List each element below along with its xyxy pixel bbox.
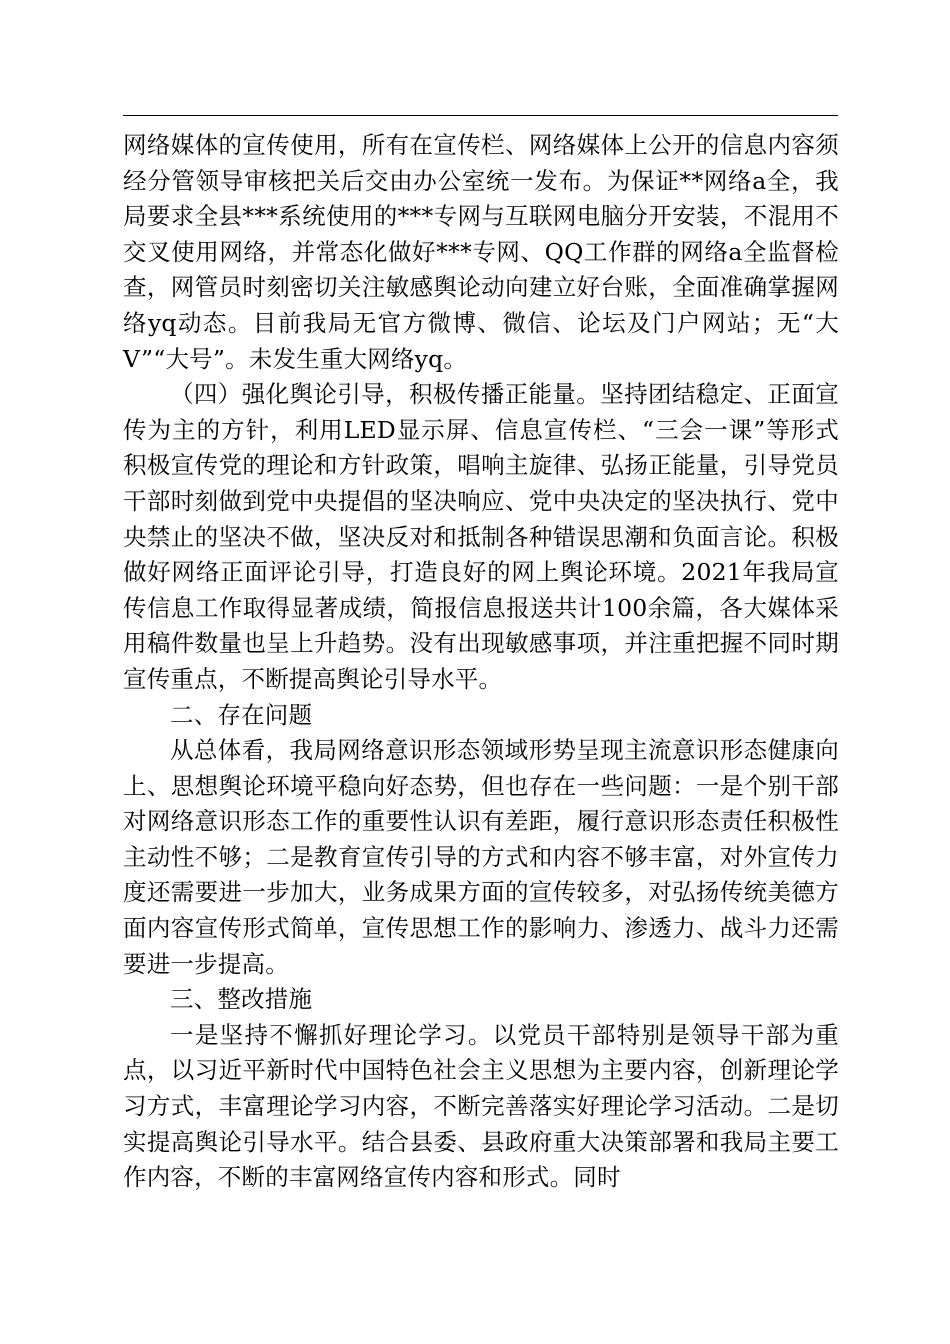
heading-existing-problems: 二、存在问题	[170, 700, 313, 729]
heading-rectification-measures: 三、整改措施	[170, 985, 313, 1014]
paragraph-problems: 从总体看，我局网络意识形态领域形势呈现主流意识形态健康向上、思想舆论环境平稳向好态势，但也存在一些问题：一是个别干部对网络意识形态工作的重要性认识有差距，履行意识形态责任积极性主动性不够；二是教育宣传引导的方式和内容不够丰富，对外宣传力度还需要进一步加大，业务成果方面的宣传较多，对弘扬传统美德方面内容宣传形式简单，宣传思想工作的影响力、渗透力、战斗力还需要进一步提高。	[123, 736, 839, 978]
paragraph-section-four: （四）强化舆论引导，积极传播正能量。坚持团结稳定、正面宣传为主的方针，利用LED显示屏、信息宣传栏、“三会一课”等形式积极宣传党的理论和方针政策，唱响主旋律、弘扬正能量，引导党员干部时刻做到党中央提倡的坚决响应、党中央决定的坚决执行、党中央禁止的坚决不做，坚决反对和抵制各种错误思潮和负面言论。积极做好网络正面评论引导，打造良好的网上舆论环境。2021年我局宣传信息工作取得显著成绩，简报信息报送共计100余篇，各大媒体采用稿件数量也呈上升趋势。没有出现敏感事项，并注重把握不同时期宣传重点，不断提高舆论引导水平。	[123, 380, 839, 693]
paragraph-measures: 一是坚持不懈抓好理论学习。以党员干部特别是领导干部为重点，以习近平新时代中国特色社会主义思想为主要内容，创新理论学习方式，丰富理论学习内容，不断完善落实好理论学习活动。二是切实提高舆论引导水平。结合县委、县政府重大决策部署和我局主要工作内容，不断的丰富网络宣传内容和形式。同时	[123, 1020, 839, 1192]
document-body	[123, 128, 839, 1196]
header-rule	[123, 115, 838, 116]
paragraph-continuation: 网络媒体的宣传使用，所有在宣传栏、网络媒体上公开的信息内容须经分管领导审核把关后交由办公室统一发布。为保证**网络a全，我局要求全县***系统使用的***专网与互联网电脑分开安装，不混用不交叉使用网络，并常态化做好***专网、QQ工作群的网络a全监督检查，网管员时刻密切关注敏感舆论动向建立好台账，全面准确掌握网络yq动态。目前我局无官方微博、微信、论坛及门户网站；无“大V”“大号”。未发生重大网络yq。	[123, 131, 839, 373]
